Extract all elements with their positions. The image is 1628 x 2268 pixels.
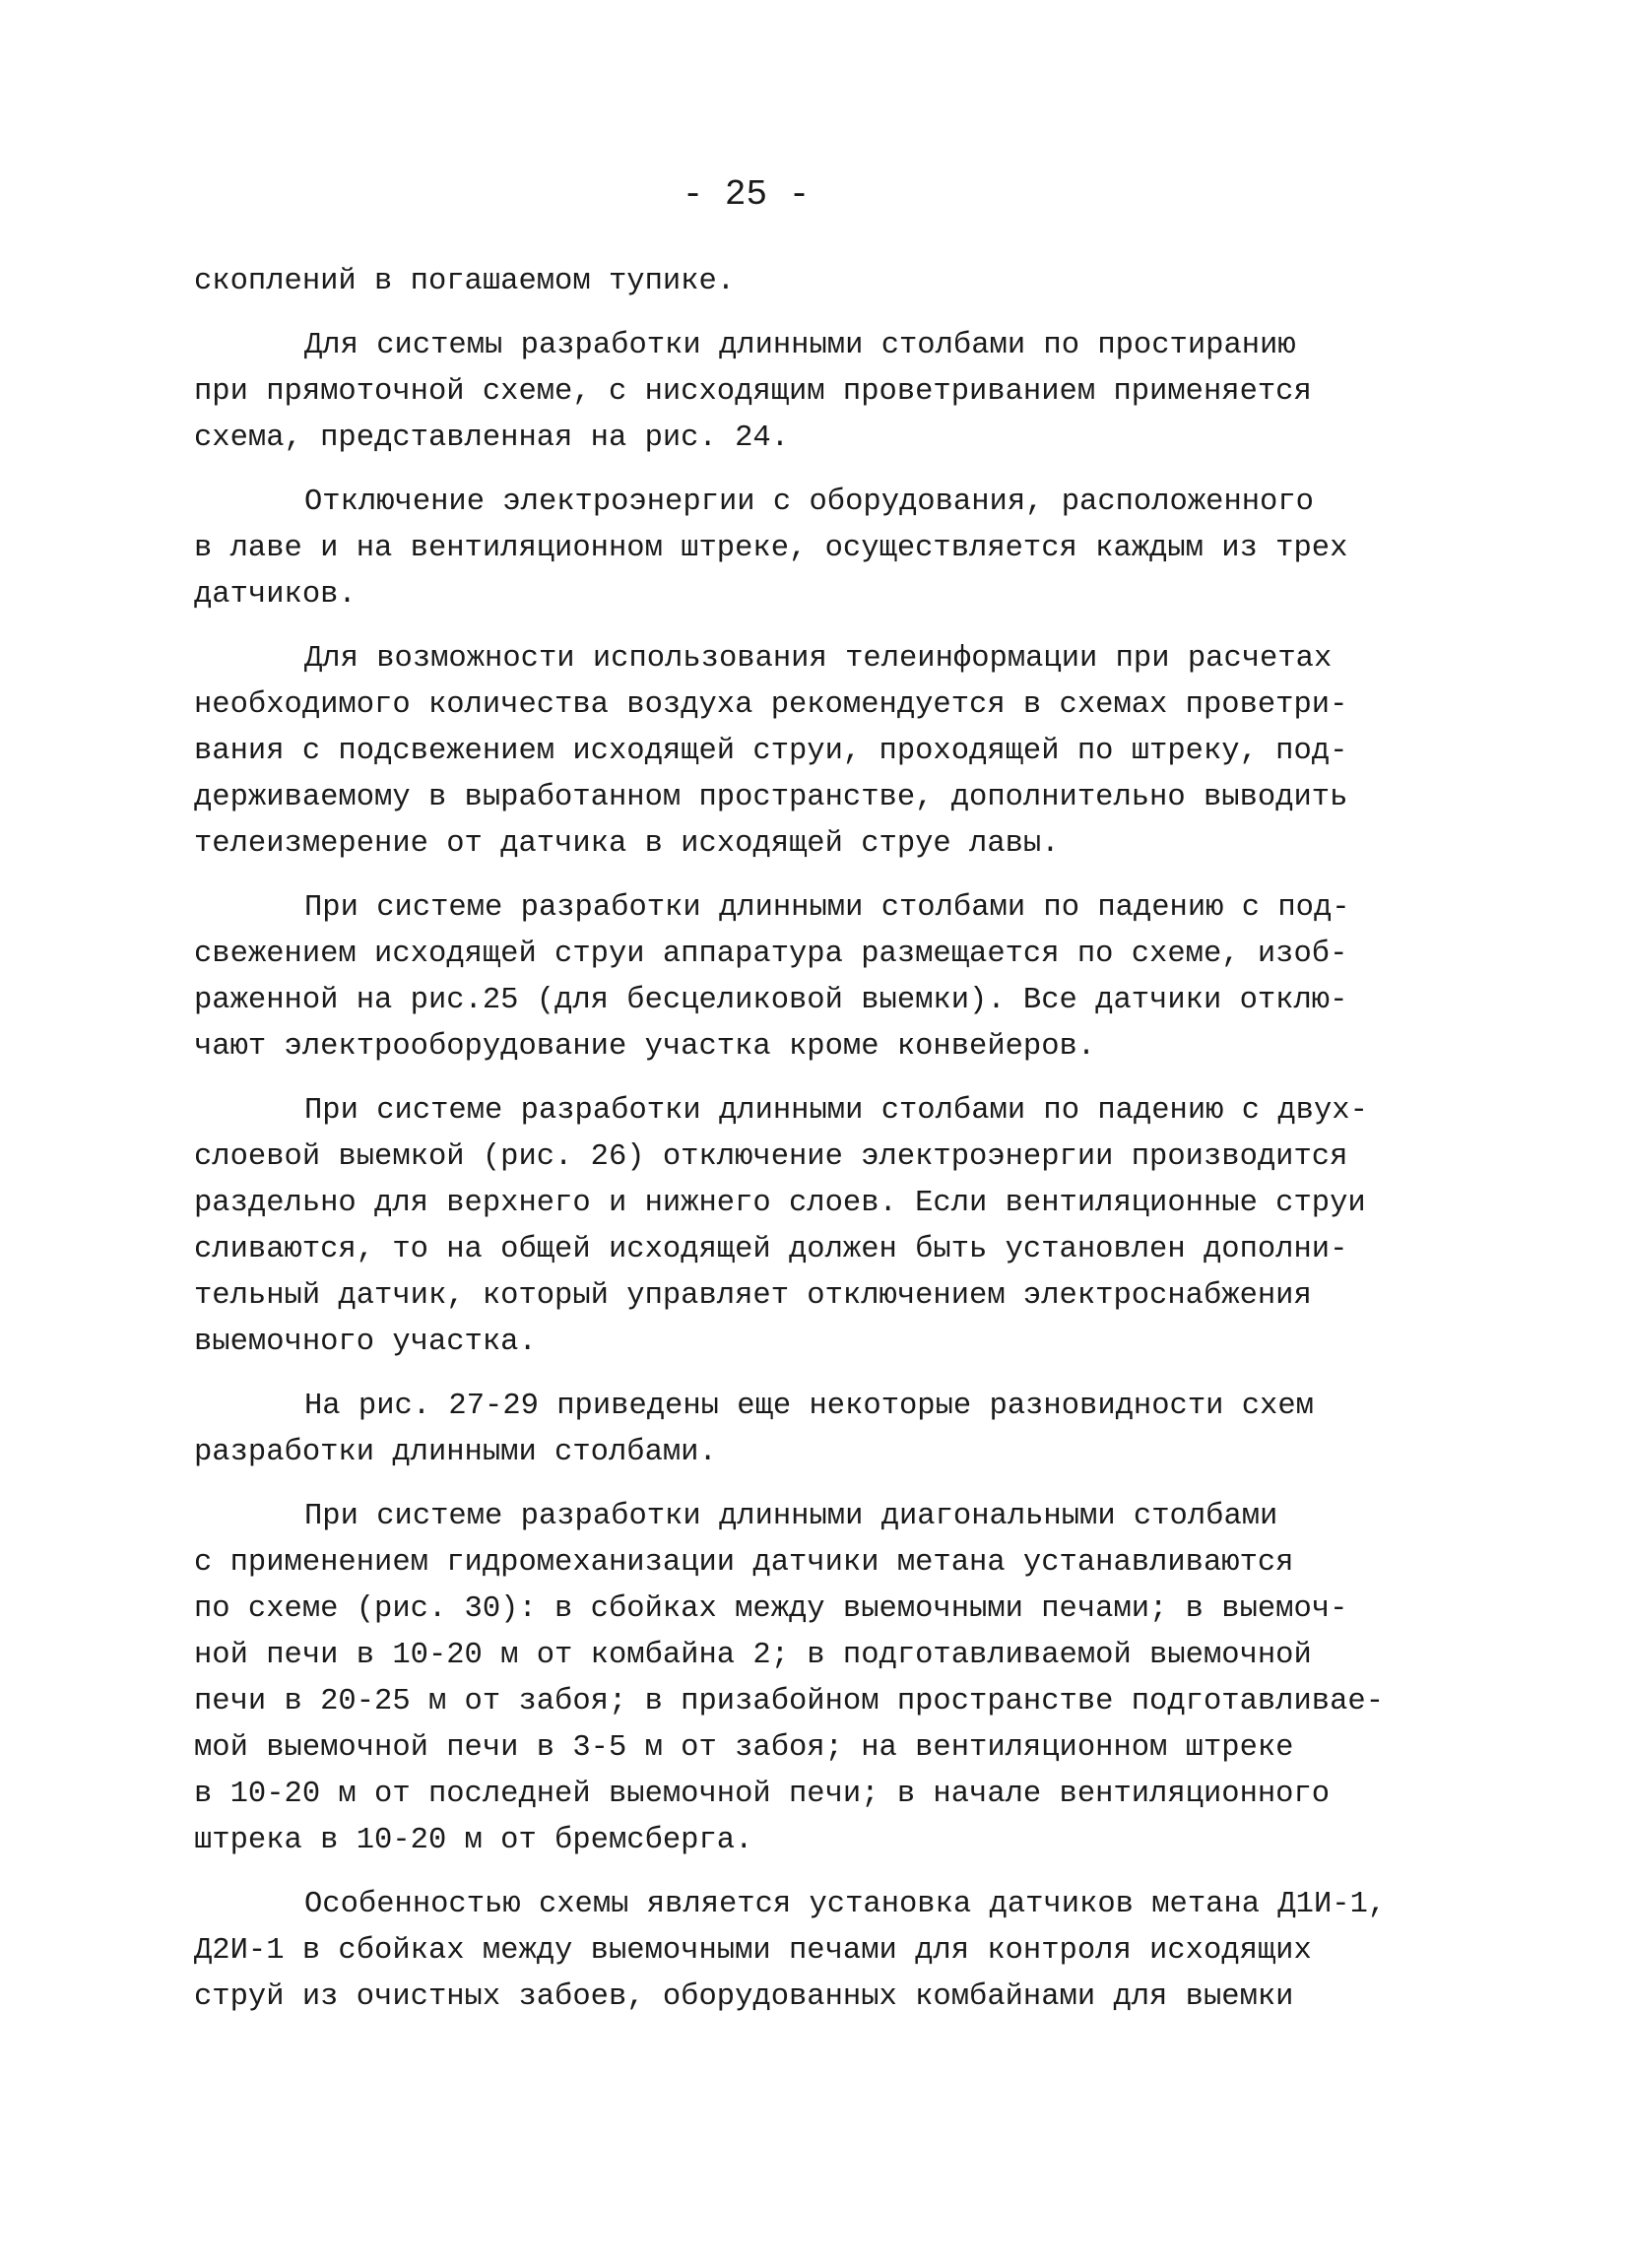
text-line: Д2И-1 в сбойках между выемочными печами для контроля исходящих	[194, 1934, 1312, 1968]
paragraph	[194, 323, 1400, 462]
text-line: при прямоточной схеме, с нисходящим проветриванием применяется	[194, 375, 1312, 409]
text-line: с применением гидромеханизации датчики метана устанавливаются	[194, 1546, 1294, 1580]
text-line: раздельно для верхнего и нижнего слоев. Если вентиляционные струи	[194, 1187, 1366, 1220]
text-line: тельный датчик, который управляет отключением электроснабжения	[194, 1279, 1312, 1313]
text-line: штрека в 10-20 м от бремсберга.	[194, 1824, 753, 1857]
text-line: по схеме (рис. 30): в сбойках между выемочными печами; в выемоч-	[194, 1592, 1348, 1626]
text-line: печи в 20-25 м от забоя; в призабойном пространстве подготавливае-	[194, 1685, 1384, 1718]
text-line: струй из очистных забоев, оборудованных комбайнами для выемки	[194, 1980, 1294, 2014]
text-line: разработки длинными столбами.	[194, 1436, 717, 1469]
text-line: При системе разработки длинными столбами по падению с под-	[304, 891, 1350, 925]
paragraph	[194, 259, 1400, 305]
text-line: держиваемому в выработанном пространстве, дополнительно выводить	[194, 781, 1348, 814]
text-line: скоплений в погашаемом тупике.	[194, 265, 736, 298]
text-line: слоевой выемкой (рис. 26) отключение электроэнергии производится	[194, 1140, 1348, 1174]
text-line: На рис. 27-29 приведены еще некоторые разновидности схем	[304, 1390, 1314, 1423]
paragraph	[194, 1494, 1400, 1864]
text-line: сливаются, то на общей исходящей должен быть установлен дополни-	[194, 1233, 1348, 1266]
text-line: раженной на рис.25 (для бесцеликовой выемки). Все датчики отклю-	[194, 984, 1348, 1017]
text-line: При системе разработки длинными диагональными столбами	[304, 1500, 1278, 1533]
document-body	[194, 259, 1400, 2021]
paragraph	[194, 636, 1400, 868]
text-line: мой выемочной печи в 3-5 м от забоя; на вентиляционном штреке	[194, 1731, 1294, 1765]
text-line: При системе разработки длинными столбами по падению с двух-	[304, 1094, 1368, 1128]
page-number: - 25 -	[682, 174, 811, 215]
text-line: ной печи в 10-20 м от комбайна 2; в подготавливаемой выемочной	[194, 1639, 1312, 1672]
text-line: Для системы разработки длинными столбами по простиранию	[304, 329, 1296, 362]
text-line: свежением исходящей струи аппаратура размещается по схеме, изоб-	[194, 938, 1348, 971]
text-line: Особенностью схемы является установка датчиков метана Д1И-1,	[304, 1888, 1387, 1921]
text-line: чают электрооборудование участка кроме конвейеров.	[194, 1030, 1096, 1064]
text-line: Для возможности использования телеинформации при расчетах	[304, 642, 1333, 676]
paragraph	[194, 1384, 1400, 1476]
text-line: в лаве и на вентиляционном штреке, осуществляется каждым из трех	[194, 532, 1348, 565]
paragraph	[194, 885, 1400, 1070]
text-line: выемочного участка.	[194, 1326, 537, 1359]
paragraph	[194, 480, 1400, 618]
text-line: вания с подсвежением исходящей струи, проходящей по штреку, под-	[194, 735, 1348, 768]
paragraph	[194, 1882, 1400, 2021]
text-line: Отключение электроэнергии с оборудования, расположенного	[304, 486, 1314, 519]
text-line: датчиков.	[194, 578, 357, 612]
text-line: телеизмерение от датчика в исходящей струе лавы.	[194, 827, 1060, 861]
text-line: необходимого количества воздуха рекомендуется в схемах проветри-	[194, 688, 1348, 722]
paragraph	[194, 1088, 1400, 1366]
text-line: схема, представленная на рис. 24.	[194, 421, 789, 455]
text-line: в 10-20 м от последней выемочной печи; в начале вентиляционного	[194, 1778, 1331, 1811]
